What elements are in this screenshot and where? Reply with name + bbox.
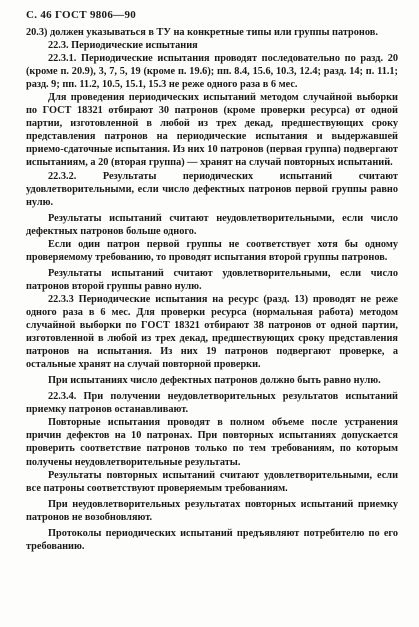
section-heading-periodic-tests: 22.3. Периодические испытания xyxy=(48,40,198,52)
standard-designation: ГОСТ 9806—90 xyxy=(55,9,137,21)
paragraph-repeat-fail: При неудовлетворительных результатах повторных испытаний приемку патронов не возобновляют. xyxy=(26,498,398,523)
paragraph-protocols: Протоколы периодических испытаний предъявляют потребителю по его требованию. xyxy=(26,527,398,552)
paragraph-22-3-3: 22.3.3 Периодические испытания на ресурс (разд. 13) проводят не реже одного раза в 6 мес. Для проверки ресурса (нормальная работа) методом случайной выборки по ГОСТ 18321 отбирают 38 патронов от одной партии, изготовленной в любой из трех декад, предшествующих сроку представления патронов на испытания. Из них 19 патронов подвергают проверке, а остальные хранят на случай повторной проверки. xyxy=(26,293,398,371)
paragraph-second-group-result: Результаты испытаний считают удовлетворительными, если число патронов второй группы равно нулю. xyxy=(26,267,398,292)
document-body xyxy=(26,26,398,553)
paragraph-unsatisfactory: Результаты испытаний считают неудовлетворительными, если число дефектных патронов больше одного. xyxy=(26,212,398,237)
paragraph-22-3-1: 22.3.1. Периодические испытания проводят последовательно по разд. 20 (кроме п. 20.9), 3, 7, 5, 19 (кроме п. 19.6); пп. 8.4, 15.6, 10.3, 12.4; разд. 14; п. 11.1; разд. 9; пп. 11.2, 10.5, 15.1, 15.3 не реже одного раза в 6 мес. xyxy=(26,53,398,91)
paragraph-defect-zero: При испытаниях число дефектных патронов должно быть равно нулю. xyxy=(48,375,381,387)
page-header xyxy=(26,9,136,21)
paragraph-repeat-result: Результаты повторных испытаний считают удовлетворительными, если все патроны соответствуют проверяемым требованиям. xyxy=(26,469,398,494)
page-number: С. 46 xyxy=(26,9,52,21)
paragraph-second-group: Если один патрон первой группы не соответствует хотя бы одному проверяемому требованию, то проводят испытания второй группы патронов. xyxy=(26,238,398,263)
paragraph-22-3-4: 22.3.4. При получении неудовлетворительных результатов испытаний приемку патронов останавливают. xyxy=(26,391,398,416)
paragraph-continuation: 20.3) должен указываться в ТУ на конкретные типы или группы патронов. xyxy=(26,27,378,38)
paragraph-sampling: Для проведения периодических испытаний методом случайной выборки по ГОСТ 18321 отбирают 30 патронов (кроме проверки ресурса) от одной партии, изготовленной в любой из трех декад, предшествующих сроку представления патронов на периодические испытания и выдержавшей приемо-сдаточные испытания. Из них 10 патронов (первая группа) подвергают испытаниям, а 20 (вторая группа) — хранят на случай повторных испытаний. xyxy=(26,92,398,169)
paragraph-22-3-2: 22.3.2. Результаты периодических испытаний считают удовлетворительными, если число дефектных патронов первой группы равно нулю. xyxy=(26,170,398,208)
paragraph-repeat-tests: Повторные испытания проводят в полном объеме после устранения причин дефектов на 10 патронах. При повторных испытаниях допускается проверить соответствие патронов только по тем требованиям, по которым получены неудовлетворительные результаты. xyxy=(26,417,398,468)
